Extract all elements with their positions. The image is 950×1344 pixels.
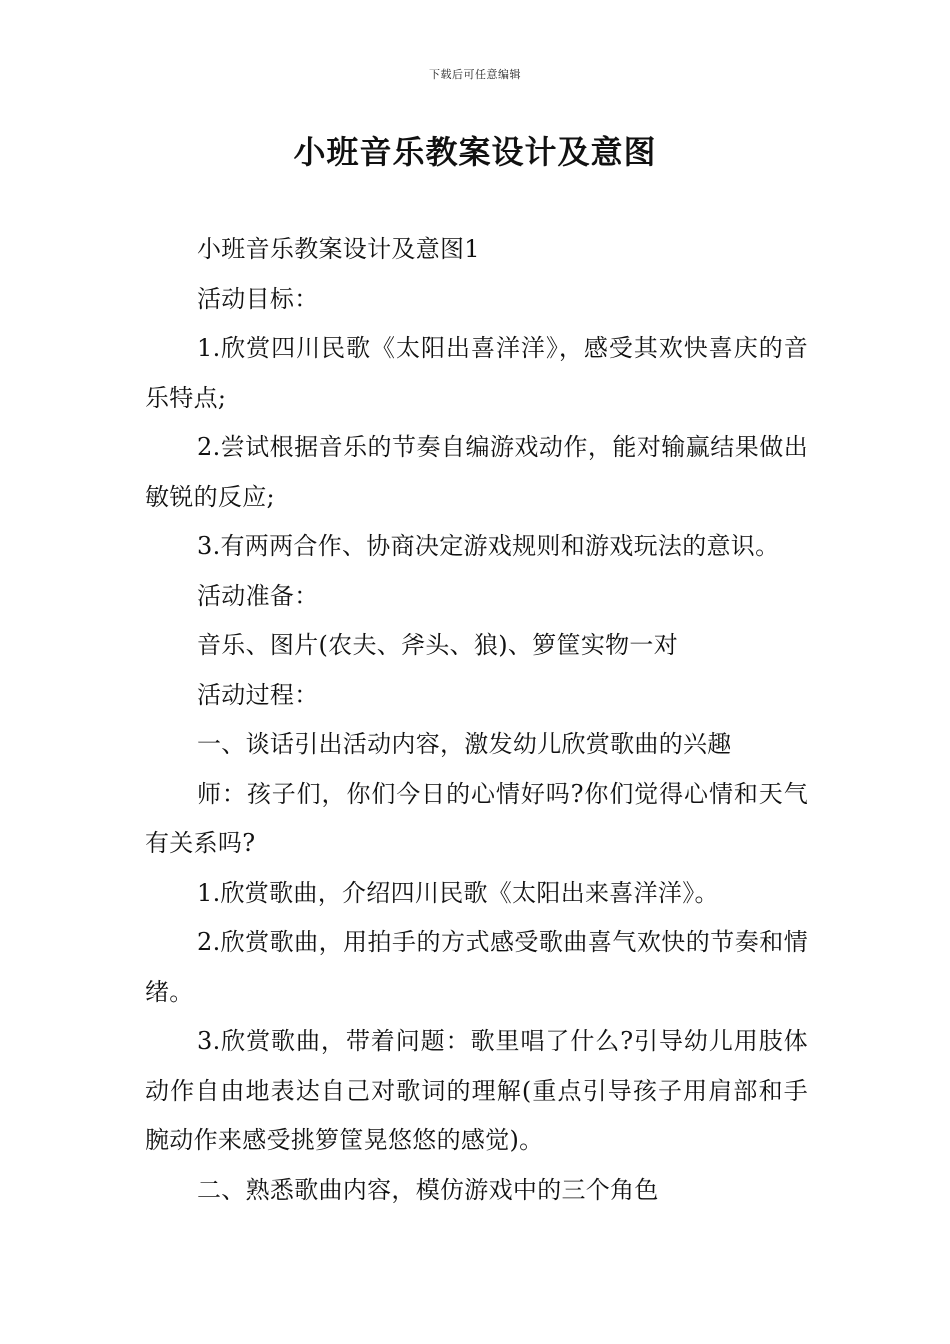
paragraph-preparation-items: 音乐、图片(农夫、斧头、狼)、箩筐实物一对	[197, 631, 679, 659]
paragraph-step-2: 2.欣赏歌曲，用拍手的方式感受歌曲喜气欢快的节奏和情绪。	[145, 928, 808, 1006]
paragraph-goal-1: 1.欣赏四川民歌《太阳出喜洋洋》，感受其欢快喜庆的音乐特点;	[145, 334, 808, 412]
paragraph-goal-2: 2.尝试根据音乐的节奏自编游戏动作，能对输赢结果做出敏锐的反应;	[145, 433, 808, 511]
paragraph-subtitle: 小班音乐教案设计及意图1	[197, 235, 480, 263]
paragraph-preparation-heading: 活动准备：	[197, 581, 319, 610]
paragraph-step-3: 3.欣赏歌曲，带着问题：歌里唱了什么?引导幼儿用肢体动作自由地表达自己对歌词的理解(重点引导孩子用肩部和手腕动作来感受挑箩筐晃悠悠的感觉)。	[145, 1027, 808, 1154]
paragraph-teacher-question: 师：孩子们，你们今日的心情好吗?你们觉得心情和天气有关系吗?	[145, 779, 808, 857]
paragraph-step-two: 二、熟悉歌曲内容，模仿游戏中的三个角色	[197, 1175, 659, 1204]
paragraph-goal-3: 3.有两两合作、协商决定游戏规则和游戏玩法的意识。	[197, 532, 780, 560]
paragraph-process-heading: 活动过程：	[197, 680, 319, 709]
header-note: 下载后可任意编辑	[429, 68, 521, 81]
document-body	[145, 225, 808, 1215]
paragraph-goals-heading: 活动目标：	[197, 284, 319, 313]
paragraph-step-1: 1.欣赏歌曲，介绍四川民歌《太阳出来喜洋洋》。	[197, 878, 719, 907]
document-title: 小班音乐教案设计及意图	[293, 133, 657, 171]
paragraph-step-one: 一、谈话引出活动内容，激发幼儿欣赏歌曲的兴趣	[197, 730, 732, 758]
